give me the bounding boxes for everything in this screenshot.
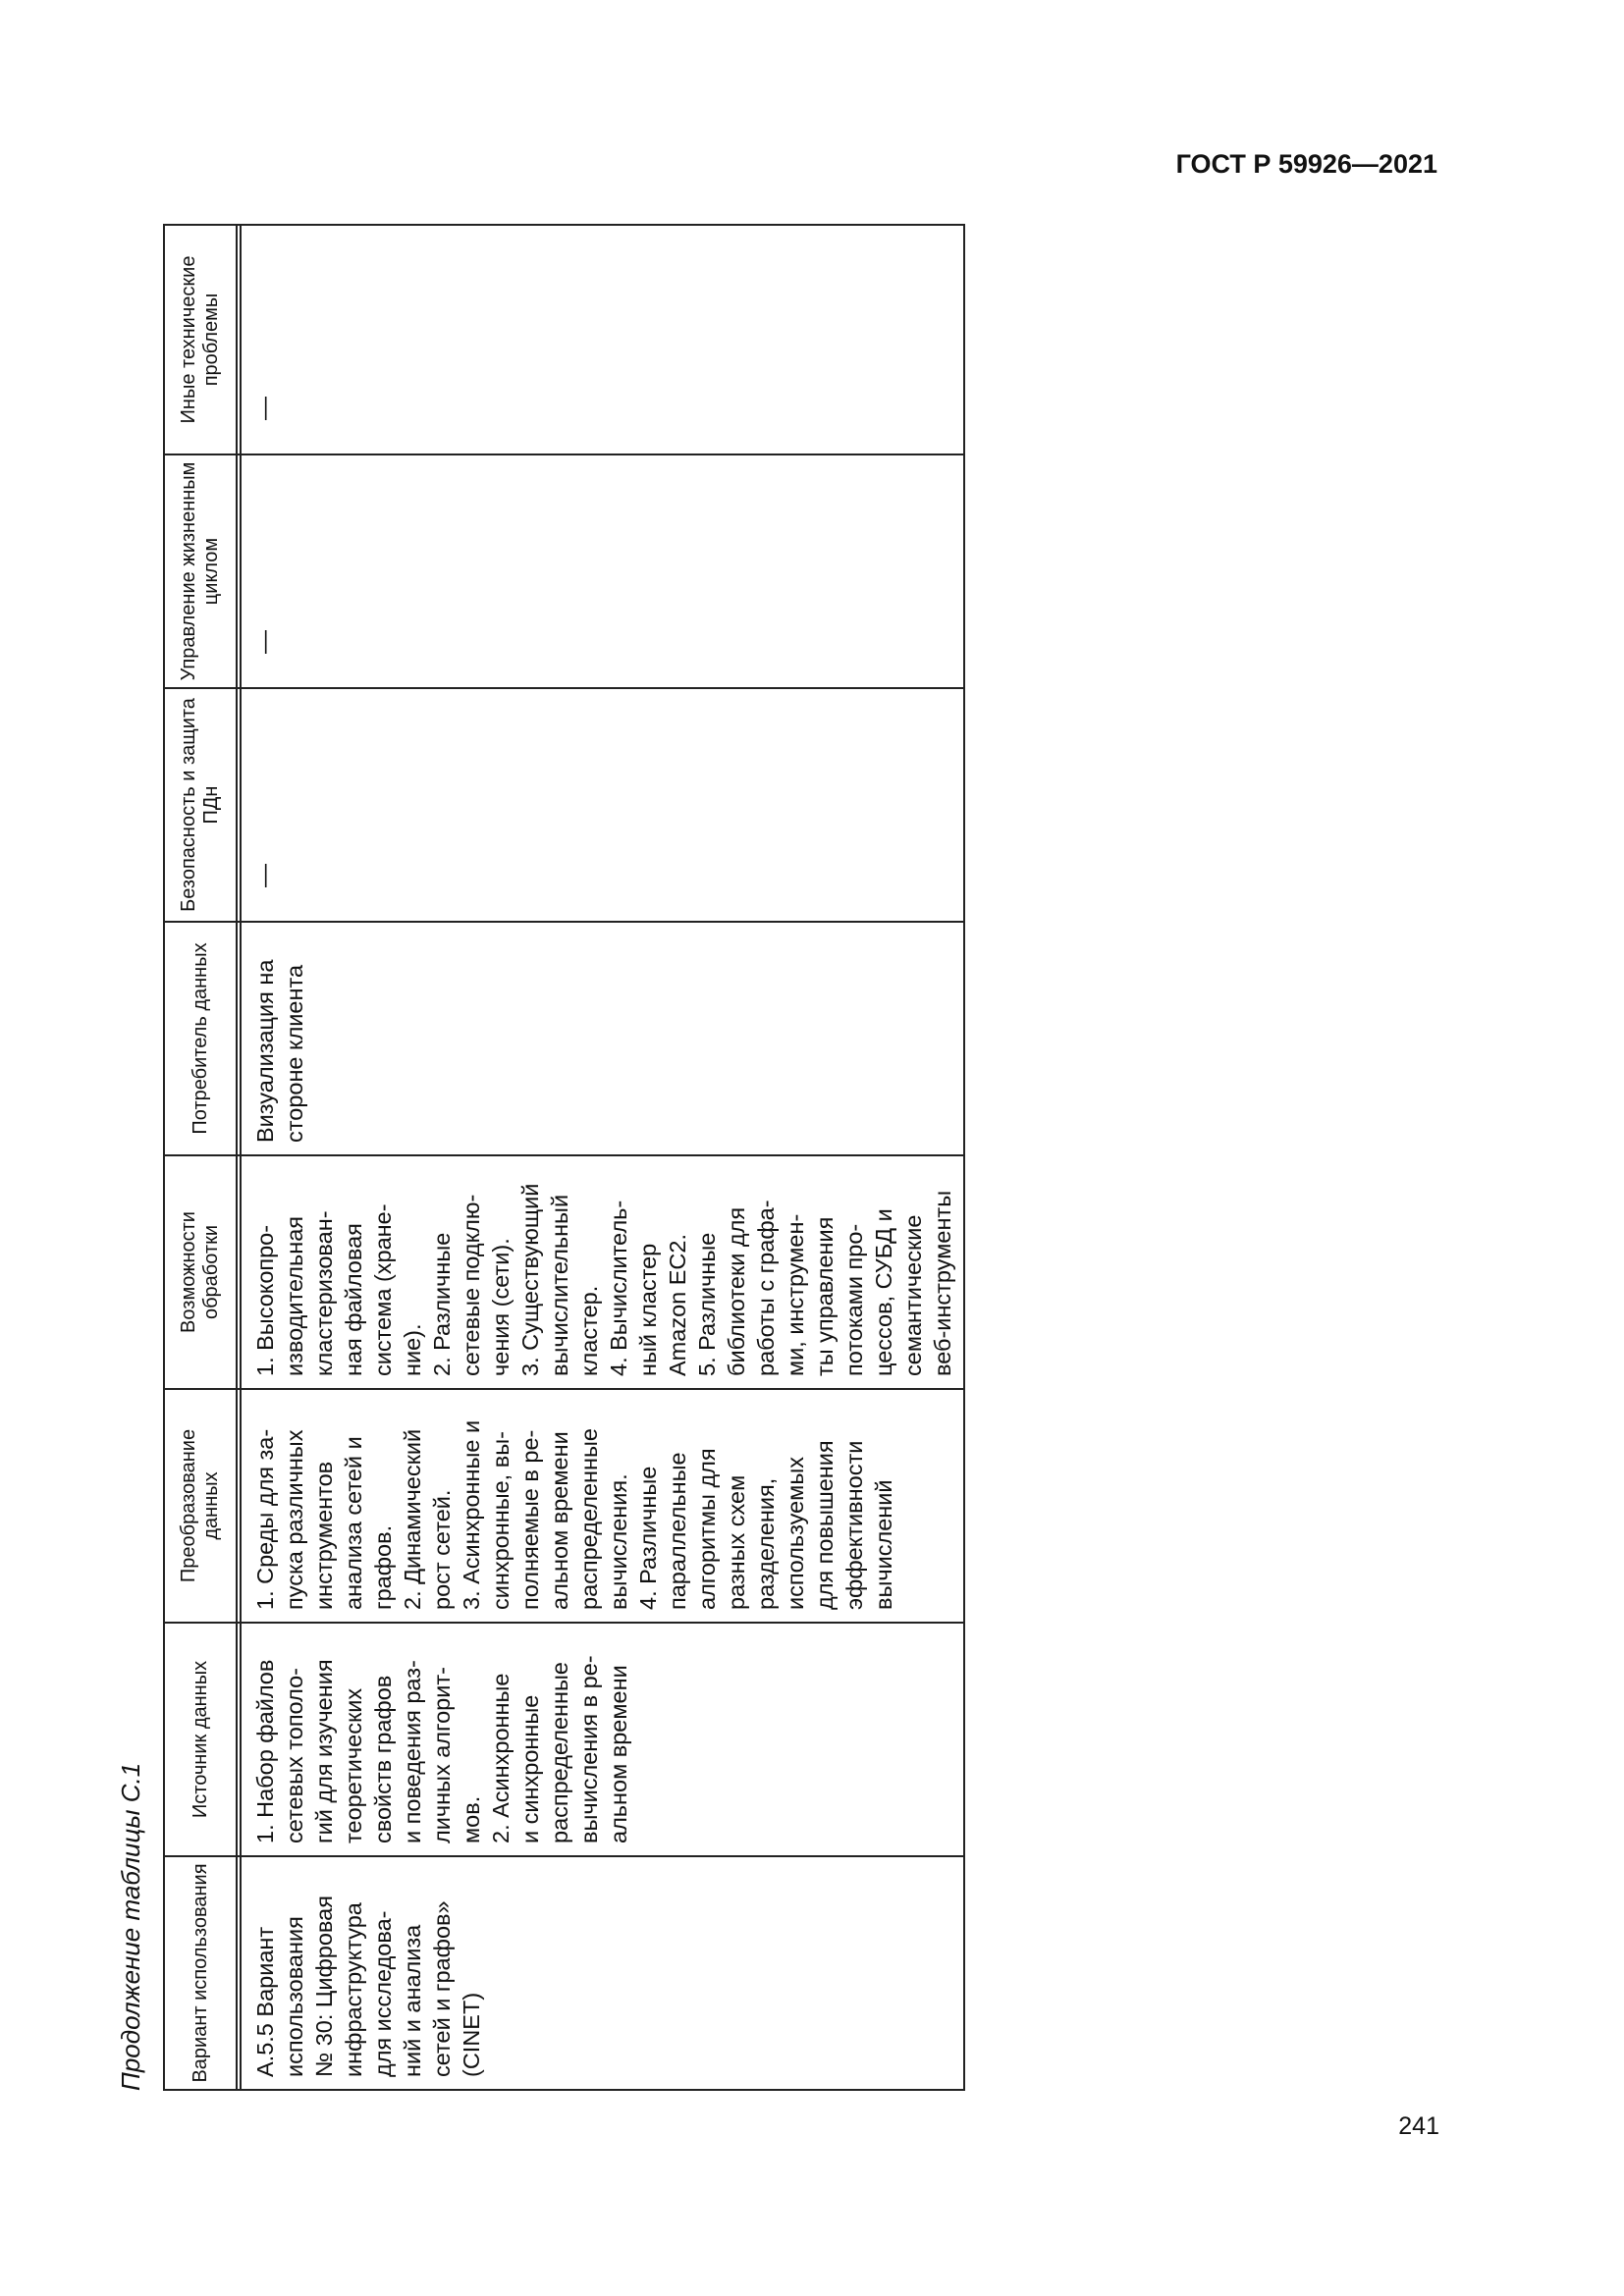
column-header-data-consumer: Потребитель данных	[164, 922, 237, 1155]
cell-text-line: мов.	[459, 1795, 484, 1843]
cell-text-line: семантические	[900, 1214, 926, 1376]
cell-text-line: рост сетей.	[429, 1489, 455, 1610]
cell-text-line: система (хране-	[370, 1203, 396, 1376]
column-header-data-transformation: Преобразование данных	[164, 1389, 237, 1623]
cell-text-line: и синхронные	[517, 1694, 543, 1843]
cell-text-line: использования	[282, 1916, 307, 2077]
cell-text-line: библиотеки для	[724, 1206, 749, 1376]
cell-text-line: распределенные	[576, 1428, 602, 1610]
cell-text-line: графов.	[370, 1524, 396, 1610]
cell-text-line: и поведения раз-	[400, 1660, 425, 1843]
cell-text-line: разделения,	[753, 1477, 779, 1610]
cell-text-line: вычисления.	[606, 1473, 631, 1610]
page-number: 241	[1398, 2112, 1439, 2140]
cell-other-issues	[241, 225, 964, 454]
cell-text-line: альном времени	[547, 1431, 572, 1610]
cell-text-line: ний и анализа	[400, 1924, 425, 2077]
cell-text-line: 1. Высокопро-	[252, 1224, 278, 1376]
cell-text-line: анализа сетей и	[341, 1436, 366, 1610]
cell-text-line: синхронные, вы-	[488, 1431, 514, 1610]
document-code: ГОСТ Р 59926—2021	[1175, 149, 1437, 179]
cell-text-line: пуска различных	[282, 1429, 307, 1610]
cell-text-line: сетей и графов»	[429, 1900, 455, 2077]
cell-text-line: ный кластер	[635, 1243, 661, 1376]
data-table	[163, 224, 965, 2091]
cell-text-line: 1. Набор файлов	[252, 1659, 278, 1843]
cell-text-line: ты управления	[812, 1216, 838, 1376]
cell-text-line: параллельные	[665, 1452, 690, 1610]
cell-text-line: 2. Различные	[429, 1232, 455, 1376]
cell-text-line: изводительная	[282, 1215, 307, 1376]
table-header-row	[164, 225, 237, 2090]
cell-text-line: альном времени	[606, 1665, 631, 1843]
cell-text-line: 4. Вычислитель-	[606, 1200, 631, 1376]
cell-text-line: для исследова-	[370, 1910, 396, 2077]
cell-text-line: А.5.5 Вариант	[252, 1926, 278, 2077]
cell-text-line: алгоритмы для	[694, 1448, 720, 1610]
cell-text-line: веб-инструменты	[930, 1190, 955, 1376]
cell-text-line: личных алгорит-	[429, 1667, 455, 1843]
column-header-security: Безопасность и защита ПДн	[164, 688, 237, 922]
cell-processing	[241, 1155, 964, 1389]
cell-text-line: цессов, СУБД и	[871, 1208, 896, 1376]
cell-text-line: для повышения	[812, 1440, 838, 1610]
cell-text-line: 5. Различные	[694, 1232, 720, 1376]
cell-text-line: инструментов	[311, 1461, 337, 1610]
dash-other-issues: —	[251, 397, 278, 420]
cell-text-line: 1. Среды для за-	[252, 1428, 278, 1610]
cell-text-line: Amazon EC2.	[665, 1234, 690, 1376]
cell-text-line: потоками про-	[841, 1223, 867, 1376]
cell-text-line: 2. Динамический	[400, 1428, 425, 1610]
cell-text-line: сетевых тополо-	[282, 1668, 307, 1843]
dash-lifecycle: —	[251, 630, 278, 654]
cell-text-line: вычислений	[871, 1479, 896, 1610]
cell-text-line: 3. Существующий	[517, 1183, 543, 1376]
cell-text-line: ная файловая	[341, 1223, 366, 1376]
cell-text-line: теоретических	[341, 1687, 366, 1843]
cell-text-line: ми, инструмен-	[783, 1213, 808, 1376]
cell-text-line: (CINET)	[459, 1992, 484, 2077]
column-header-use-case: Вариант использования	[164, 1856, 237, 2090]
dash-security: —	[251, 864, 278, 887]
cell-text-line: 2. Асинхронные	[488, 1673, 514, 1843]
cell-text-line: вычислительный	[547, 1194, 572, 1376]
cell-use-case	[241, 1856, 964, 2090]
cell-text-line: чения (сети).	[488, 1238, 514, 1376]
column-header-lifecycle: Управление жизненным циклом	[164, 454, 237, 688]
cell-text-line: Визуализация на	[252, 959, 278, 1143]
cell-data-source	[241, 1623, 964, 1856]
cell-text-line: гий для изучения	[311, 1659, 337, 1843]
cell-text-line: сетевые подклю-	[459, 1194, 484, 1376]
cell-lifecycle	[241, 454, 964, 688]
table-caption: Продолжение таблицы С.1	[116, 1762, 145, 2091]
cell-text-line: разных схем	[724, 1474, 749, 1610]
cell-text-line: 4. Различные	[635, 1466, 661, 1610]
cell-text-line: кластеризован-	[311, 1210, 337, 1376]
cell-text-line: используемых	[783, 1457, 808, 1610]
cell-text-line: ние).	[400, 1323, 425, 1376]
column-header-data-source: Источник данных	[164, 1623, 237, 1856]
cell-text-line: инфраструктура	[341, 1902, 366, 2077]
cell-text-line: стороне клиента	[282, 964, 307, 1143]
cell-data-consumer	[241, 922, 964, 1155]
cell-text-line: вычисления в ре-	[576, 1655, 602, 1843]
cell-text-line: кластер.	[576, 1285, 602, 1376]
cell-security	[241, 688, 964, 922]
rotated-table-region	[116, 226, 960, 2091]
cell-text-line: № 30: Цифровая	[311, 1896, 337, 2077]
cell-text-line: распределенные	[547, 1662, 572, 1843]
column-header-other-issues: Иные технические проблемы	[164, 225, 237, 454]
cell-data-transformation	[241, 1389, 964, 1623]
table-row	[241, 225, 964, 2090]
cell-text-line: эффективности	[841, 1440, 867, 1610]
cell-text-line: полняемые в ре-	[517, 1429, 543, 1610]
cell-text-line: работы с графа-	[753, 1200, 779, 1376]
cell-text-line: свойств графов	[370, 1675, 396, 1843]
column-header-processing: Возможности обработки	[164, 1155, 237, 1389]
cell-text-line: 3. Асинхронные и	[459, 1419, 484, 1610]
